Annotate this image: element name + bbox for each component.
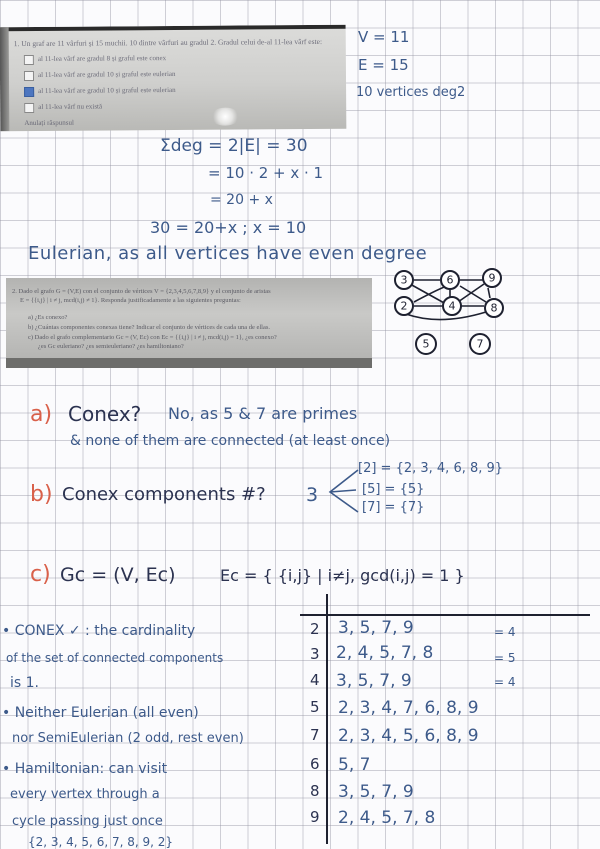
node-label-4: 4 — [448, 299, 456, 313]
screen-edge — [0, 27, 9, 131]
part-c-gc: Gc = (V, Ec) — [60, 564, 176, 586]
table-row-vertex: 6 — [310, 755, 320, 773]
photo-bottom-band — [6, 358, 372, 368]
note-degree: 10 vertices deg2 — [356, 85, 466, 100]
option-label-4: al 11-lea vârf nu există — [38, 102, 103, 111]
node-label-5: 5 — [422, 337, 430, 351]
table-row-adj: 2, 3, 4, 7, 6, 8, 9 — [338, 698, 479, 718]
calc-line-1: Σdeg = 2|E| = 30 — [160, 136, 308, 156]
calc-line-4: 30 = 20+x ; x = 10 — [150, 218, 307, 237]
calc-line-3: = 20 + x — [210, 192, 273, 208]
photo-question-1 — [0, 25, 346, 131]
table-row-count: = 5 — [494, 651, 516, 665]
option-label-1: al 11-lea vârf are gradul 8 și graful este conex — [37, 54, 167, 63]
edge-9-8 — [488, 288, 490, 298]
option-label-2: al 11-lea vârf are gradul 10 și graful este eulerian — [37, 69, 176, 79]
note-ham-3: cycle passing just once — [12, 814, 163, 829]
brace-icon — [326, 466, 360, 516]
q2-line-2: E = {{i,j} | i ≠ j, mcd(i,j) ≠ 1}. Responda justificadamente a las siguientes preguntas: — [20, 297, 241, 304]
part-b-question: Conex components #? — [62, 484, 266, 505]
part-c-ec: Ec = { {i,j} | i≠j, gcd(i,j) = 1 } — [220, 566, 465, 585]
q2-line-1: 2. Dado el grafo G = (V,E) con el conjunto de vértices V = {2,3,4,5,6,7,8,9} y el conjunto de aristas — [12, 288, 271, 295]
table-row-vertex: 4 — [310, 671, 320, 689]
part-a-explanation: & none of them are connected (at least once) — [70, 433, 391, 449]
table-row-count: = 4 — [494, 625, 516, 639]
table-row-vertex: 7 — [310, 726, 320, 744]
note-conex-1: • CONEX ✓ : the cardinality — [2, 623, 196, 639]
part-a-label: a) — [30, 402, 53, 427]
table-row-vertex: 9 — [310, 808, 320, 826]
part-c-label: c) — [30, 562, 51, 587]
q2-part-c: c) Dado el grafo complementario Gc = (V, Ec) con Ec = {{i,j} | i ≠ j, mcd(i,j) = 1}, ¿es conexo? — [28, 334, 277, 341]
table-row-vertex: 2 — [310, 620, 320, 638]
table-vertical-line — [326, 594, 328, 844]
question-text: 1. Un graf are 11 vârfuri și 15 muchii. 10 dintre vârfuri au gradul 2. Gradul celui de-al 11-lea vârf este: — [13, 36, 323, 49]
option-checkbox-4[interactable] — [24, 103, 34, 113]
node-label-3: 3 — [400, 273, 408, 287]
part-a-answer: No, as 5 & 7 are primes — [168, 404, 358, 423]
table-row-adj: 3, 5, 7, 9 — [338, 618, 414, 638]
option-label-3: al 11-lea vârf are gradul 10 și graful este eulerian — [38, 85, 176, 95]
note-ham-4: {2, 3, 4, 5, 6, 7, 8, 9, 2} — [28, 835, 174, 849]
photo-question-2 — [6, 278, 372, 368]
component-1: [2] = {2, 3, 4, 6, 8, 9} — [358, 461, 504, 476]
table-row-adj: 3, 5, 7, 9 — [336, 671, 412, 691]
calc-line-2: = 10 · 2 + x · 1 — [208, 164, 324, 182]
table-row-vertex: 5 — [310, 698, 320, 716]
eulerian-conclusion: Eulerian, as all vertices have even degree — [28, 243, 428, 264]
note-edges: E = 15 — [358, 56, 409, 74]
q2-part-a: a) ¿Es conexo? — [28, 314, 68, 321]
note-conex-2: of the set of connected components — [6, 651, 224, 665]
q2-part-b: b) ¿Cuántas componentes conexas tiene? Indicar el conjunto de vértices de cada una de ellas. — [28, 324, 271, 331]
table-row-adj: 2, 4, 5, 7, 8 — [336, 643, 434, 663]
table-row-vertex: 8 — [310, 782, 320, 800]
note-neither-1: • Neither Eulerian (all even) — [2, 705, 199, 721]
table-row-adj: 3, 5, 7, 9 — [338, 782, 414, 802]
node-label-2: 2 — [400, 299, 408, 313]
table-row-count: = 4 — [494, 675, 516, 689]
note-ham-1: • Hamiltonian: can visit — [2, 761, 168, 777]
option-checkbox-1[interactable] — [24, 55, 34, 65]
clear-choice-link[interactable]: Anulați răspunsul — [24, 118, 74, 128]
note-conex-3: is 1. — [10, 675, 39, 691]
node-label-9: 9 — [488, 271, 496, 285]
note-vertices: V = 11 — [358, 28, 410, 46]
screen-border — [0, 25, 346, 31]
edge-6-8 — [460, 286, 486, 302]
component-2: [5] = {5} — [362, 482, 425, 497]
table-row-adj: 2, 4, 5, 7, 8 — [338, 808, 436, 828]
option-checkbox-3[interactable] — [24, 87, 34, 97]
table-row-vertex: 3 — [310, 645, 320, 663]
part-a-question: Conex? — [68, 402, 142, 426]
q2-part-c-2: ¿es Gc euleriano? ¿es semieuleriano? ¿es hamiltoniano? — [38, 343, 184, 350]
node-label-6: 6 — [446, 273, 454, 287]
part-b-label: b) — [30, 482, 53, 507]
node-label-7: 7 — [476, 337, 484, 351]
note-ham-2: every vertex through a — [10, 787, 160, 802]
option-checkbox-2[interactable] — [24, 71, 34, 81]
table-row-adj: 2, 3, 4, 5, 6, 8, 9 — [338, 726, 479, 746]
part-b-answer: 3 — [306, 484, 319, 506]
table-horizontal-line — [300, 614, 590, 616]
table-row-adj: 5, 7 — [338, 755, 371, 775]
component-3: [7] = {7} — [362, 500, 425, 515]
graph-drawing — [380, 262, 520, 367]
node-label-8: 8 — [490, 301, 498, 315]
note-neither-2: nor SemiEulerian (2 odd, rest even) — [12, 731, 244, 746]
light-glare — [210, 108, 240, 126]
